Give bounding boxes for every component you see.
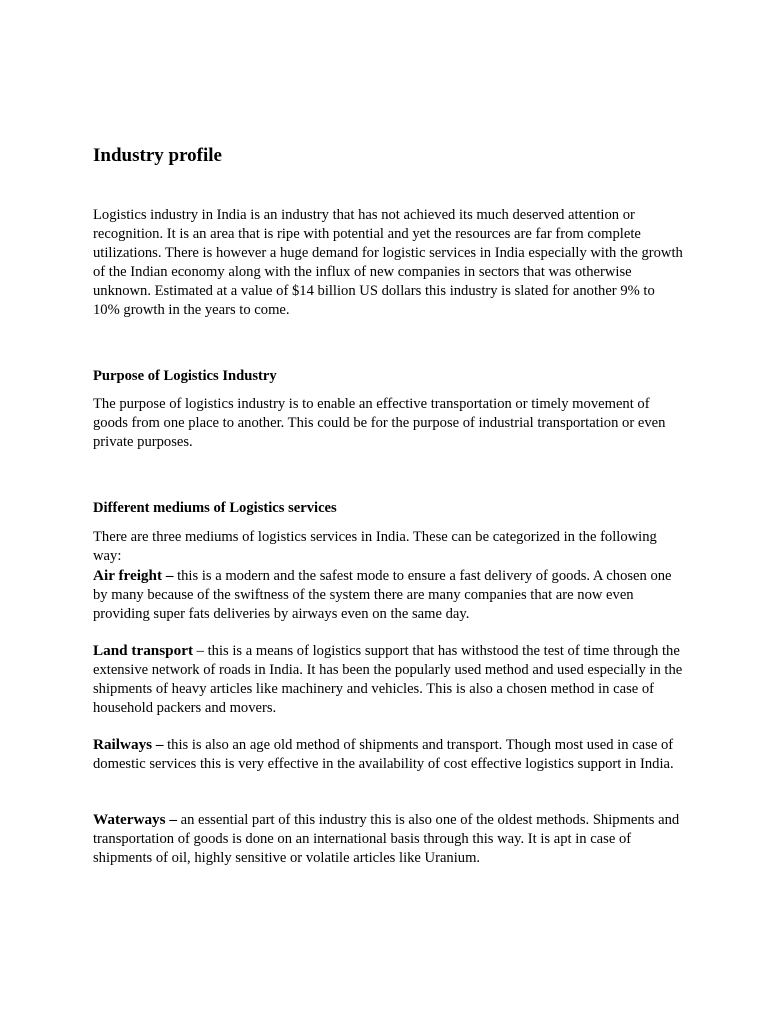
railways-paragraph [93, 735, 683, 774]
intro-paragraph: Logistics industry in India is an industry that has not achieved its much deserved attention or recognition. It is an area that is ripe with potential and yet the resources are far from complete utilizations. There is however a huge demand for logistic services in India especially with the growth of the Indian economy along with the influx of new companies in sectors that was otherwise unknown. Estimated at a value of $14 billion US dollars this industry is slated for another 9% to 10% growth in the years to come. [93, 207, 683, 319]
mediums-intro-block [93, 528, 683, 624]
waterways-paragraph [93, 810, 683, 868]
mediums-intro-text: There are three mediums of logistics services in India. These can be categorized in the following way: [93, 529, 657, 565]
railways-term: Railways – [93, 736, 164, 753]
land-transport-paragraph [93, 641, 683, 718]
mediums-heading: Different mediums of Logistics services [93, 500, 337, 516]
purpose-paragraph: The purpose of logistics industry is to enable an effective transportation or timely movement of goods from one place to another. This could be for the purpose of industrial transportation or even private purposes. [93, 396, 666, 451]
railways-text: this is also an age old method of shipments and transport. Though most used in case of domestic services this is very effective in the availability of cost effective logistics support in India. [93, 737, 674, 773]
waterways-term: Waterways – [93, 811, 177, 828]
document-title: Industry profile [93, 145, 222, 166]
land-transport-text: – this is a means of logistics support that has withstood the test of time through the extensive network of roads in India. It has been the popularly used method and used especially in the shipments of heavy articles like machinery and vehicles. This is also a chosen method in case of household packers and movers. [93, 643, 683, 717]
land-transport-term: Land transport [93, 642, 194, 659]
air-freight-term: Air freight – [93, 567, 174, 585]
purpose-heading: Purpose of Logistics Industry [93, 368, 277, 384]
air-freight-text: this is a modern and the safest mode to ensure a fast delivery of goods. A chosen one by many because of the swiftness of the system there are many companies that are now even providing super fats deliveries by airways even on the same day. [93, 568, 672, 623]
waterways-text: an essential part of this industry this is also one of the oldest methods. Shipments and transportation of goods is done on an international basis through this way. It is apt in case of shipments of oil, highly sensitive or volatile articles like Uranium. [93, 812, 680, 867]
